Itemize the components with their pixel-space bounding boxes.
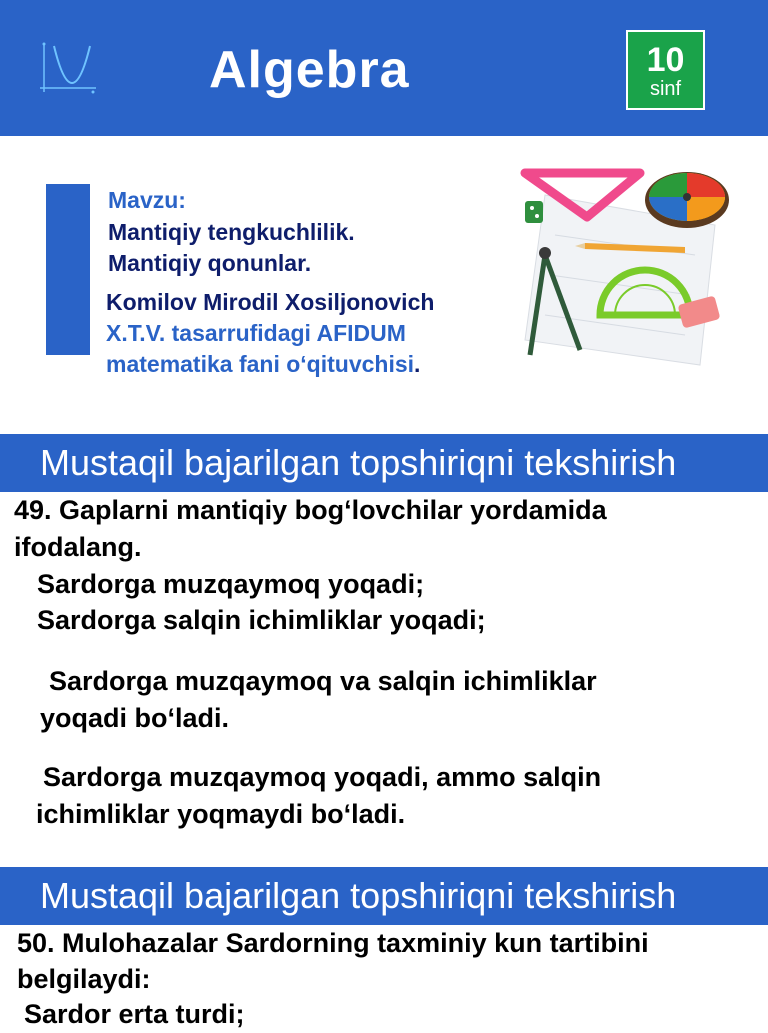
page-title: Algebra (209, 41, 410, 99)
parabola-graph-icon (38, 40, 98, 98)
task-49-answer-1-line-2: yoqadi bo‘ladi. (40, 703, 230, 733)
grade-unit: sinf (649, 78, 682, 100)
task-49-statement-2: Sardorga salqin ichimliklar yoqadi; (37, 605, 486, 635)
task-49-statement-1: Sardorga muzqaymoq yoqadi; (37, 569, 425, 599)
grade-number: 10 (646, 41, 685, 79)
task-49-answer-1-line-1: Sardorga muzqaymoq va salqin ichimliklar (49, 666, 597, 696)
section-header-1 (0, 434, 768, 492)
author-position-text: matematika fani o‘qituvchisi (106, 351, 415, 377)
topic-line-2: Mantiqiy qonunlar. (108, 250, 312, 276)
author-affiliation: X.T.V. tasarrufidagi AFIDUM (106, 320, 406, 346)
grade-badge (626, 30, 705, 110)
task-50-line-2: belgilaydi: (17, 964, 151, 994)
header-banner (0, 0, 768, 136)
task-49-answer-2-line-1: Sardorga muzqaymoq yoqadi, ammo salqin (43, 762, 602, 792)
task-50-line-1: 50. Mulohazalar Sardorning taxminiy kun tartibini (17, 928, 649, 958)
topic-label: Mavzu: (108, 187, 186, 213)
author-name: Komilov Mirodil Xosiljonovich (106, 289, 435, 315)
topic-line-1: Mantiqiy tengkuchlilik. (108, 219, 355, 245)
task-49-line-1: 49. Gaplarni mantiqiy bog‘lovchilar yordamida (14, 495, 607, 525)
math-tools-illustration (515, 155, 735, 373)
topic-accent-bar (46, 184, 90, 355)
task-49-answer-2-line-2: ichimliklar yoqmaydi bo‘ladi. (36, 799, 406, 829)
task-50-statement-1: Sardor erta turdi; (24, 999, 245, 1029)
author-position (106, 350, 420, 378)
task-49-line-2: ifodalang. (14, 532, 142, 562)
section-header-2 (0, 867, 768, 925)
section-title-2: Mustaqil bajarilgan topshiriqni tekshirish (40, 875, 677, 916)
section-title-1: Mustaqil bajarilgan topshiriqni tekshirish (40, 442, 677, 483)
author-position-period: . (414, 351, 421, 377)
